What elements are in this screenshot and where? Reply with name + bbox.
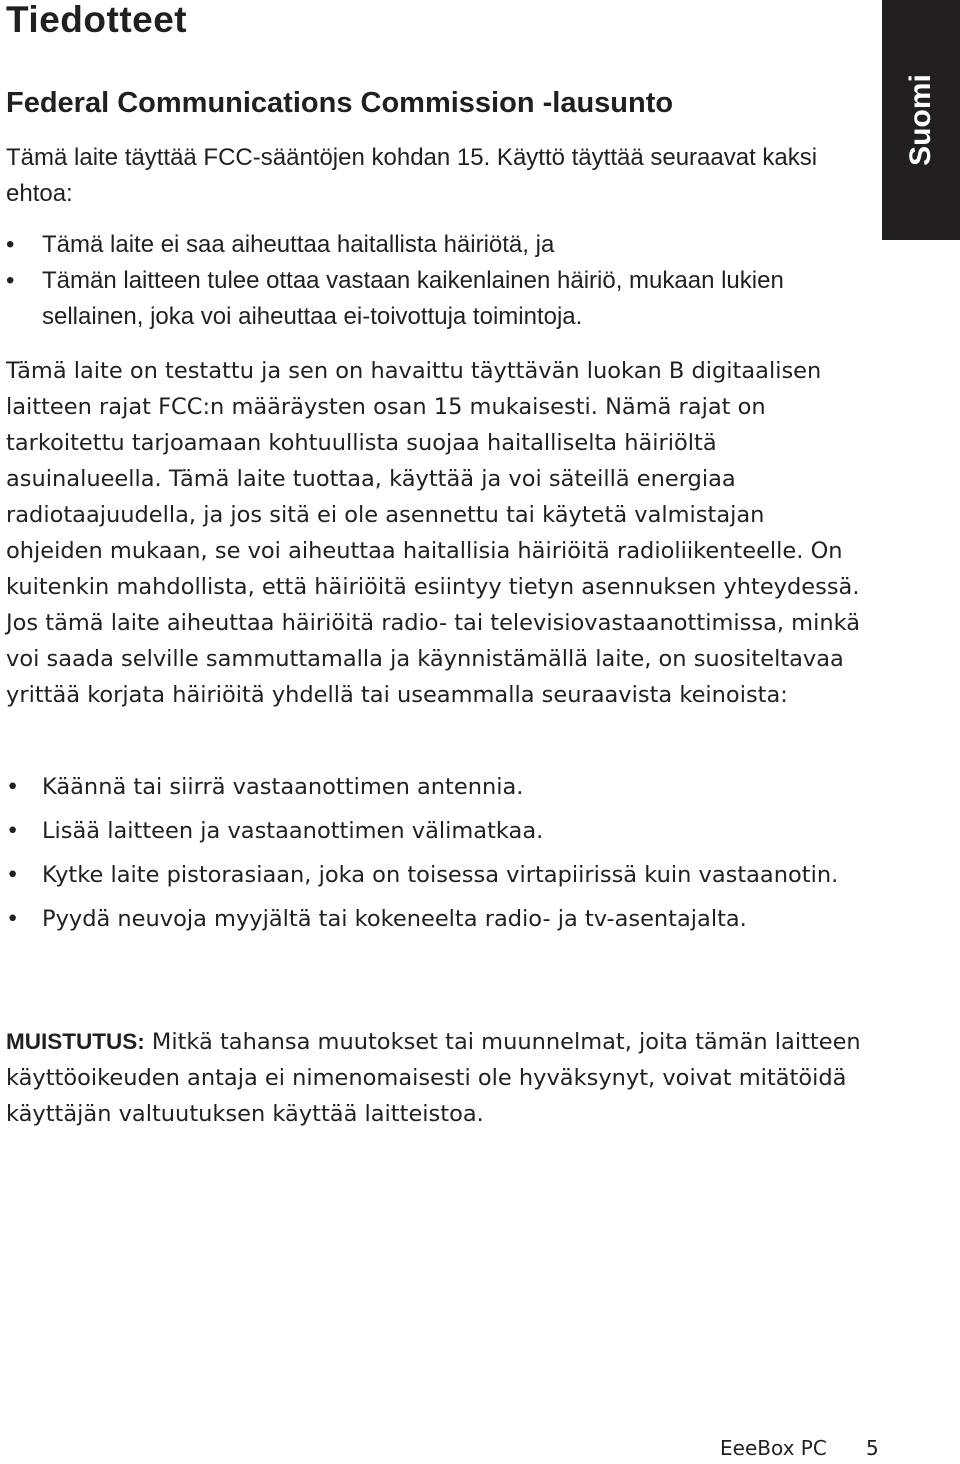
bullet-icon: • [6,818,20,844]
footer-product-name: EeeBox PC [720,1436,827,1460]
measure-text: Lisää laitteen ja vastaanottimen välimatkaa. [42,818,544,844]
notice-paragraph [6,1024,866,1132]
page-number: 5 [866,1436,879,1460]
notice-text: Mitkä tahansa muutokset tai muunnelmat, joita tämän laitteen käyttöoikeuden antaja ei nimenomaisesti ole hyväksynyt, voivat mitätöidä käyttäjän valtuutuksen käyttää laitteistoa. [6,1029,861,1127]
condition-text: Tämä laite ei saa aiheuttaa haitallista häiriötä, ja [42,231,555,258]
bullet-icon: • [6,906,20,932]
list-item [6,227,866,263]
intro-text: Tämä laite täyttää FCC-sääntöjen kohdan 15. Käyttö täyttää seuraavat kaksi ehtoa: [6,144,818,207]
bullet-icon: • [6,267,15,294]
body-paragraph [6,353,866,713]
list-item [6,769,866,805]
intro-paragraph [6,140,866,212]
list-item [6,263,866,335]
list-item [6,813,866,849]
measures-list [6,769,866,945]
list-item [6,901,866,937]
bullet-icon: • [6,231,15,258]
notice-block [6,1024,866,1132]
conditions-list [6,227,866,335]
section-heading: Federal Communications Commission -lausunto [6,87,674,119]
body-text: Tämä laite on testattu ja sen on havaittu täyttävän luokan B digitaalisen laitteen rajat FCC:n määräysten osan 15 mukaisesti. Nämä rajat on tarkoitettu tarjoamaan kohtuullista suojaa haitalliselta häiriöltä asuinalueella. Tämä laite tuottaa, käyttää ja voi säteillä energiaa radiotaajuudella, ja jos sitä ei ole asennettu tai käytetä valmistajan ohjeiden mukaan, se voi aiheuttaa haitallisia häiriöitä radioliikenteelle. On kuitenkin mahdollista, että häiriöitä esiintyy tietyn asennuksen yhteydessä. Jos tämä laite aiheuttaa häiriöitä radio- tai televisiovastaanottimissa, minkä voi saada selville sammuttamalla ja käynnistämällä laite, on suositeltavaa yrittää korjata häiriöitä yhdellä tai useammalla seuraavista keinoista: [6,358,861,708]
measure-text: Kytke laite pistorasiaan, joka on toisessa virtapiirissä kuin vastaanotin. [42,862,839,888]
language-tab-label: Suomi [904,74,937,166]
condition-text: Tämän laitteen tulee ottaa vastaan kaikenlainen häiriö, mukaan lukien sellainen, joka voi aiheuttaa ei-toivottuja toimintoja. [42,267,784,330]
measure-text: Pyydä neuvoja myyjältä tai kokeneelta radio- ja tv-asentajalta. [42,906,747,932]
page-title: Tiedotteet [6,0,188,40]
list-item [6,857,866,893]
notice-label: MUISTUTUS: [6,1029,145,1054]
bullet-icon: • [6,774,20,800]
language-tab [882,0,960,240]
measure-text: Käännä tai siirrä vastaanottimen antennia. [42,774,524,800]
bullet-icon: • [6,862,20,888]
